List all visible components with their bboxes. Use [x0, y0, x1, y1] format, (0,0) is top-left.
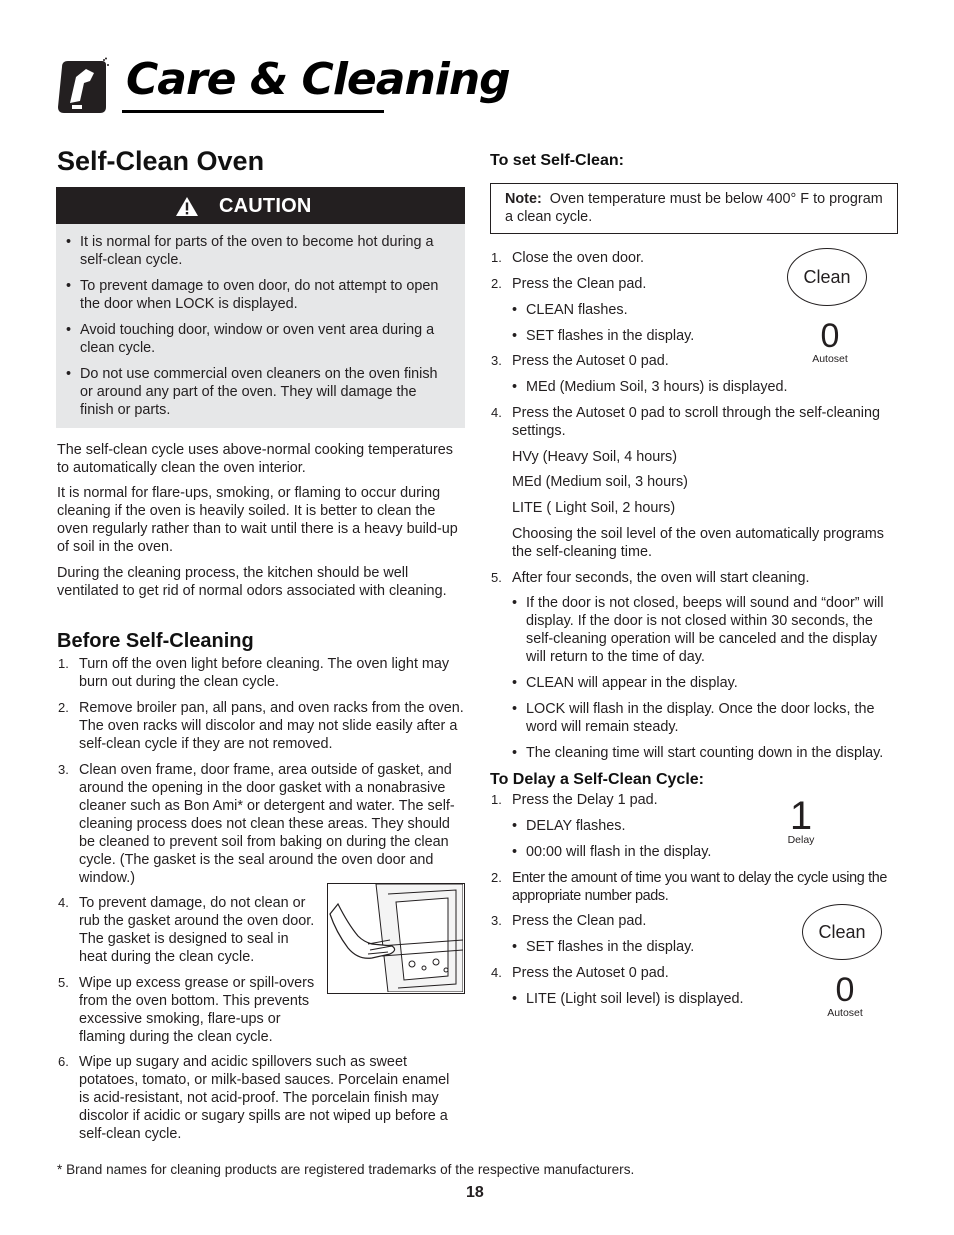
set-step: Close the oven door. — [512, 250, 645, 266]
set-step: Press the Autoset 0 pad. — [512, 353, 669, 369]
before-heading: Before Self-Cleaning — [57, 630, 254, 652]
before-step-text: Wipe up excess grease or spill-overs from the oven bottom. This prevents excessive smoking, flare-ups or flaming during the clean cycle. — [79, 975, 315, 1045]
set-step-note: Choosing the soil level of the oven automatically programs the self-cleaning time. — [512, 526, 884, 560]
intro-paragraph: The self-clean cycle uses above-normal cooking temperatures to automatically clean the oven interior. — [57, 442, 453, 476]
intro-paragraph: It is normal for flare-ups, smoking, or flaming to occur during cleaning if the oven is heavily soiled. It is better to clean the oven regularly rather than to wait until there is a heavy build-up of soil in the oven. — [57, 485, 458, 555]
autoset-pad-label: Autoset — [827, 1007, 863, 1019]
step-number: 4. — [58, 895, 69, 910]
clean-pad: Clean — [802, 904, 882, 960]
delay-one-digit: 1 — [789, 794, 813, 838]
before-step: Turn off the oven light before cleaning. The oven light may burn out during the clean cycle. — [79, 656, 450, 690]
caution-list — [66, 233, 452, 419]
caution-item: • It is normal for parts of the oven to become hot during a self-clean cycle. — [66, 233, 452, 269]
bullet: • CLEAN will appear in the display. — [512, 674, 900, 692]
cleaning-spray-icon — [56, 57, 110, 115]
bullet: • SET flashes in the display. — [512, 327, 772, 345]
delay-step-bullets — [512, 990, 772, 1008]
bullet: • DELAY flashes. — [512, 817, 772, 835]
page-header-title: Care & Cleaning — [126, 54, 510, 105]
step-number: 3. — [58, 762, 69, 777]
set-clean-heading: To set Self-Clean: — [490, 152, 624, 169]
note-label: Note: — [505, 191, 542, 207]
set-step: Press the Clean pad. — [512, 276, 647, 292]
soil-option: LITE ( Light Soil, 2 hours) — [512, 500, 676, 516]
step-number: 5. — [491, 570, 502, 585]
bullet: • 00:00 will flash in the display. — [512, 843, 772, 861]
delay-step: Press the Delay 1 pad. — [512, 792, 658, 808]
before-step: Wipe up sugary and acidic spillovers such as sweet potatoes, tomato, or milk-based sauces. Porcelain enamel is acid-resistant, not acid-proof. The porcelain finish may discolor if acidic or sugary spills are not wiped up before a self-clean cycle. — [79, 1054, 450, 1142]
warning-icon — [175, 196, 199, 217]
delay-step: Press the Autoset 0 pad. — [512, 965, 669, 981]
bullet: • SET flashes in the display. — [512, 938, 772, 956]
set-step-bullets — [512, 594, 900, 762]
bullet: • The cleaning time will start counting down in the display. — [512, 744, 900, 762]
delay-step: Press the Clean pad. — [512, 913, 647, 929]
caution-banner — [56, 187, 465, 224]
step-number: 2. — [491, 276, 502, 291]
delay-heading: To Delay a Self-Clean Cycle: — [490, 771, 704, 788]
note-content — [505, 190, 885, 226]
before-step: Clean oven frame, door frame, area outside of gasket, and around the opening in the door gasket with a nonabrasive cleaner such as Bon Ami* or detergent and water. The self-cleaning process does not clean these areas. They should be cleaned to prevent soil from baking on during the clean cycle. (The gasket is the seal around the oven door and window.) — [79, 762, 455, 886]
soil-option: HVy (Heavy Soil, 4 hours) — [512, 449, 678, 465]
step-number: 4. — [491, 965, 502, 980]
note-text: Oven temperature must be below 400° F to program a clean cycle. — [505, 191, 883, 225]
step-number: 1. — [491, 250, 502, 265]
delay-step: Enter the amount of time you want to delay the cycle using the appropriate number pads. — [512, 870, 888, 904]
set-step: Press the Autoset 0 pad to scroll through the self-cleaning settings. — [512, 405, 880, 439]
autoset-zero-digit: 0 — [820, 317, 840, 355]
soil-option: MEd (Medium soil, 3 hours) — [512, 474, 688, 490]
step-number: 3. — [491, 913, 502, 928]
step-number: 2. — [491, 870, 502, 885]
caution-item: • To prevent damage to oven door, do not attempt to open the door when LOCK is displayed. — [66, 277, 452, 313]
caution-item: • Do not use commercial oven cleaners on the oven finish or around any part of the oven. They will damage the finish or parts. — [66, 365, 452, 419]
delay-step-bullets — [512, 938, 772, 956]
caution-label: CAUTION — [219, 195, 312, 217]
bullet: • LOCK will flash in the display. Once the door locks, the word will remain steady. — [512, 700, 900, 736]
delay-step-bullets — [512, 817, 772, 861]
before-step: Remove broiler pan, all pans, and oven racks from the oven. The oven racks will discolor and may not slide easily after a self-clean cycle if they are not removed. — [79, 700, 464, 752]
delay-pad-label: Delay — [787, 834, 815, 846]
step-number: 5. — [58, 975, 69, 990]
gasket-illustration — [327, 883, 465, 994]
autoset-pad-label: Autoset — [812, 353, 848, 365]
note-box — [490, 183, 898, 234]
set-step-bullets — [512, 301, 772, 345]
intro-paragraph: During the cleaning process, the kitchen should be well ventilated to get rid of normal odors associated with cleaning. — [57, 565, 447, 599]
bullet: • MEd (Medium Soil, 3 hours) is displayed. — [512, 378, 832, 396]
bullet: • If the door is not closed, beeps will sound and “door” will display. If the door is not closed within 30 seconds, the self-cleaning operation will be canceled and the display will return to the time of day. — [512, 594, 900, 666]
footnote: * Brand names for cleaning products are registered trademarks of the respective manufacturers. — [57, 1162, 635, 1177]
step-number: 3. — [491, 353, 502, 368]
step-number: 1. — [491, 792, 502, 807]
set-step-bullets — [512, 378, 832, 396]
set-step: After four seconds, the oven will start cleaning. — [512, 570, 810, 586]
step-number: 4. — [491, 405, 502, 420]
before-step: To prevent damage, do not clean or rub the gasket around the oven door. The gasket is designed to seal in heat during the clean cycle. — [79, 895, 315, 965]
step-number: 6. — [58, 1054, 69, 1069]
section-title: Self-Clean Oven — [57, 146, 265, 176]
bullet: • CLEAN flashes. — [512, 301, 772, 319]
caution-box — [56, 224, 465, 428]
caution-item: • Avoid touching door, window or oven vent area during a clean cycle. — [66, 321, 452, 357]
autoset-zero-digit: 0 — [835, 971, 855, 1009]
page-number: 18 — [466, 1184, 484, 1201]
header-underline — [122, 110, 384, 113]
clean-pad: Clean — [787, 248, 867, 306]
bullet: • LITE (Light soil level) is displayed. — [512, 990, 772, 1008]
step-number: 1. — [58, 656, 69, 671]
step-number: 2. — [58, 700, 69, 715]
